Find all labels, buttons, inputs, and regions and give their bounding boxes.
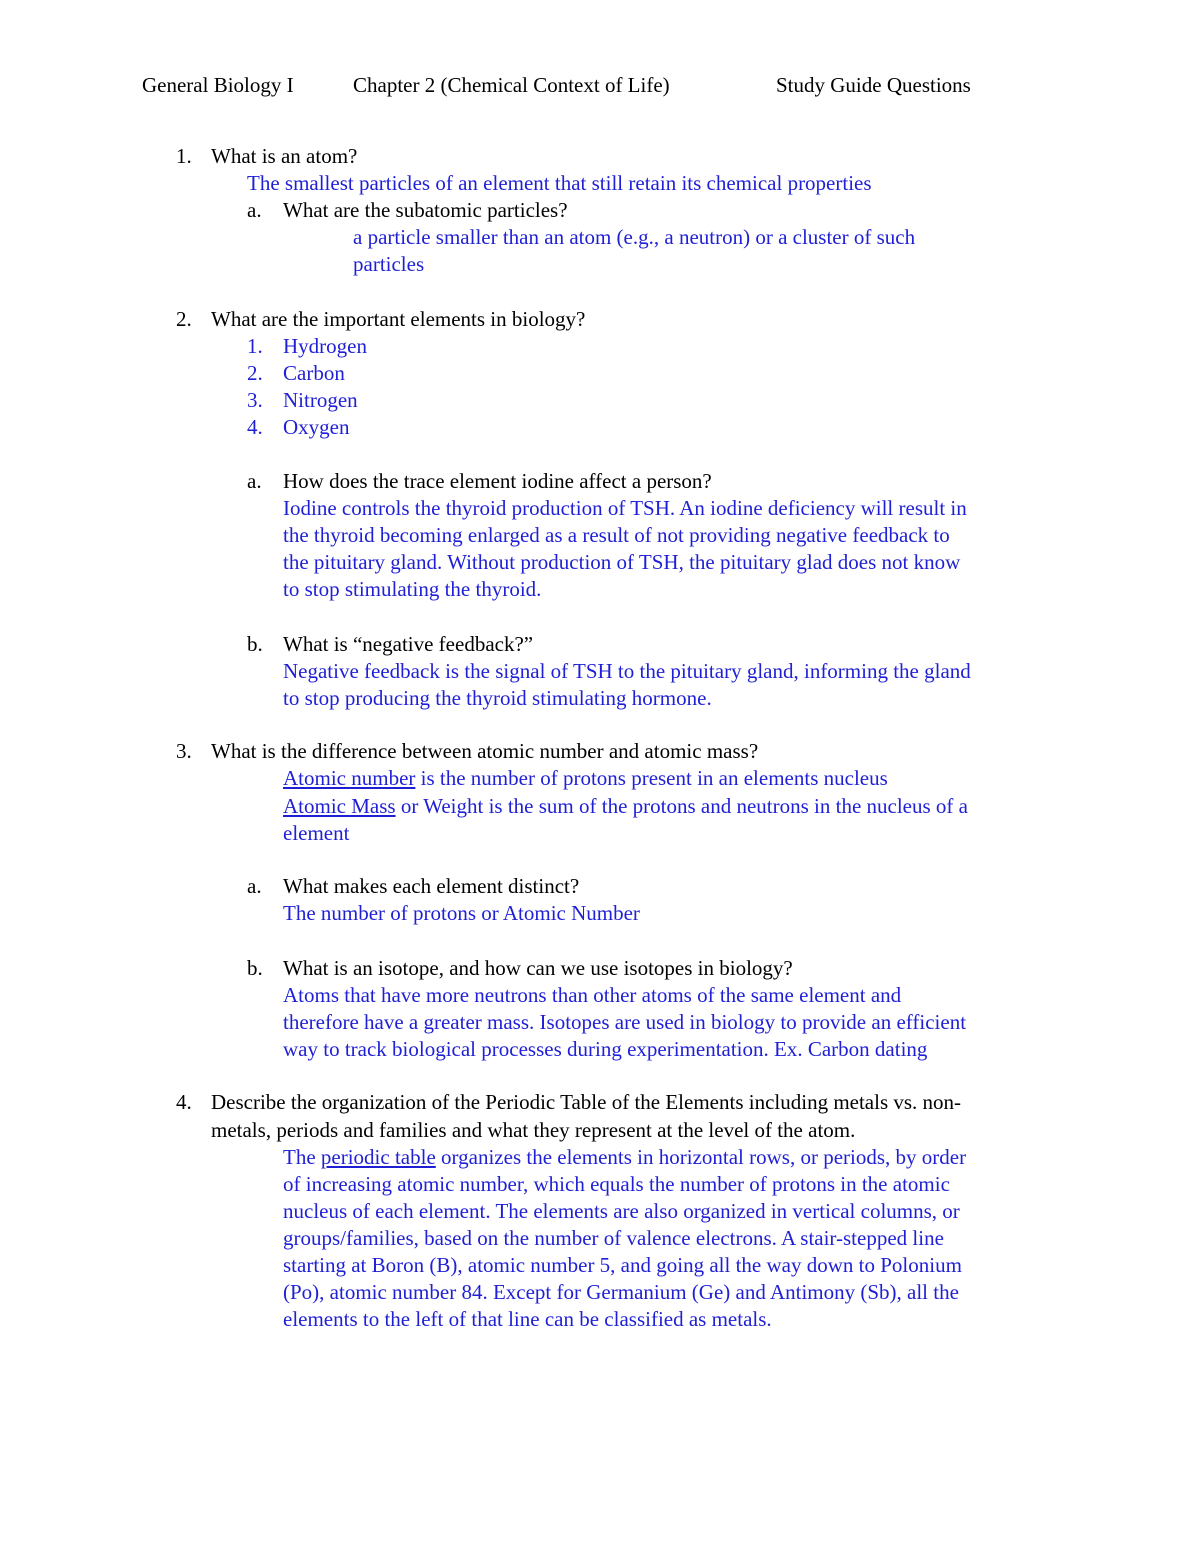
q2a-answer-line: Iodine controls the thyroid production of TSH. An iodine deficiency will result in xyxy=(283,496,967,520)
element-name: Carbon xyxy=(283,361,345,385)
q3b-question: What is an isotope, and how can we use isotopes in biology? xyxy=(283,956,793,980)
q1a-question: What are the subatomic particles? xyxy=(283,198,568,222)
q4-answer-line: elements to the left of that line can be classified as metals. xyxy=(283,1307,772,1331)
q3b-label: b. xyxy=(247,956,263,980)
element-name: Nitrogen xyxy=(283,388,358,412)
q1-question: What is an atom? xyxy=(211,144,358,168)
q4-answer-prefix: The xyxy=(283,1145,321,1169)
q4-answer-line: nucleus of each element. The elements are also organized in vertical columns, or xyxy=(283,1199,960,1223)
q1-number: 1. xyxy=(176,144,192,168)
q1a-answer-line: a particle smaller than an atom (e.g., a neutron) or a cluster of such xyxy=(353,225,916,249)
q1-answer: The smallest particles of an element that still retain its chemical properties xyxy=(247,171,872,195)
q2a-question: How does the trace element iodine affect a person? xyxy=(283,469,712,493)
atomic-number-term: Atomic number xyxy=(283,766,416,790)
q3-answer-line-2 xyxy=(283,793,968,820)
q2a-answer-line: the thyroid becoming enlarged as a result of not providing negative feedback to xyxy=(283,523,950,547)
q4-answer-rest: organizes the elements in horizontal rows, or periods, by order xyxy=(435,1145,967,1169)
element-name: Hydrogen xyxy=(283,334,367,358)
q2b-answer-line: Negative feedback is the signal of TSH to the pituitary gland, informing the gland xyxy=(283,659,971,683)
q2b-label: b. xyxy=(247,632,263,656)
q3a-label: a. xyxy=(247,874,262,898)
q4-answer-line: groups/families, based on the number of valence electrons. A stair-stepped line xyxy=(283,1226,944,1250)
element-name: Oxygen xyxy=(283,415,350,439)
q4-answer-line: (Po), atomic number 84. Except for Germanium (Ge) and Antimony (Sb), all the xyxy=(283,1280,959,1304)
q3b-answer-line: therefore have a greater mass. Isotopes are used in biology to provide an efficient xyxy=(283,1010,967,1034)
element-number: 2. xyxy=(247,361,263,385)
q3-number: 3. xyxy=(176,739,192,763)
header-course: General Biology I xyxy=(142,73,294,97)
q2a-answer-line: the pituitary gland. Without production of TSH, the pituitary glad does not know xyxy=(283,550,961,574)
q3b-answer-line: Atoms that have more neutrons than other atoms of the same element and xyxy=(283,983,902,1007)
q2b-answer-line: to stop producing the thyroid stimulating hormone. xyxy=(283,686,712,710)
q3a-question: What makes each element distinct? xyxy=(283,874,580,898)
q2-question: What are the important elements in biology? xyxy=(211,307,586,331)
q4-question-line: Describe the organization of the Periodic Table of the Elements including metals vs. non- xyxy=(211,1090,962,1114)
header-chapter: Chapter 2 (Chemical Context of Life) xyxy=(353,73,670,97)
q3-question: What is the difference between atomic number and atomic mass? xyxy=(211,739,759,763)
q3-answer-line-1 xyxy=(283,765,888,792)
atomic-mass-definition: or Weight is the sum of the protons and neutrons in the nucleus of a xyxy=(395,794,968,818)
q3-answer-line-3: element xyxy=(283,821,350,845)
atomic-mass-term: Atomic Mass xyxy=(283,794,396,818)
q2a-answer-line: to stop stimulating the thyroid. xyxy=(283,577,542,601)
element-number: 1. xyxy=(247,334,263,358)
q2-number: 2. xyxy=(176,307,192,331)
q4-number: 4. xyxy=(176,1090,192,1114)
q3a-answer: The number of protons or Atomic Number xyxy=(283,901,640,925)
q4-answer-line: of increasing atomic number, which equals the number of protons in the atomic xyxy=(283,1172,950,1196)
element-number: 3. xyxy=(247,388,263,412)
atomic-number-definition: is the number of protons present in an elements nucleus xyxy=(415,766,888,790)
q4-answer-line: starting at Boron (B), atomic number 5, and going all the way down to Polonium xyxy=(283,1253,962,1277)
periodic-table-term: periodic table xyxy=(320,1145,436,1169)
q2a-label: a. xyxy=(247,469,262,493)
q4-question-line: metals, periods and families and what they represent at the level of the atom. xyxy=(211,1118,856,1142)
q1a-label: a. xyxy=(247,198,262,222)
q4-answer-line-1 xyxy=(283,1144,966,1171)
element-number: 4. xyxy=(247,415,263,439)
q3b-answer-line: way to track biological processes during experimentation. Ex. Carbon dating xyxy=(283,1037,928,1061)
q2b-question: What is “negative feedback?” xyxy=(283,632,534,656)
header-doc-type: Study Guide Questions xyxy=(776,73,971,97)
q1a-answer-line: particles xyxy=(353,252,425,276)
